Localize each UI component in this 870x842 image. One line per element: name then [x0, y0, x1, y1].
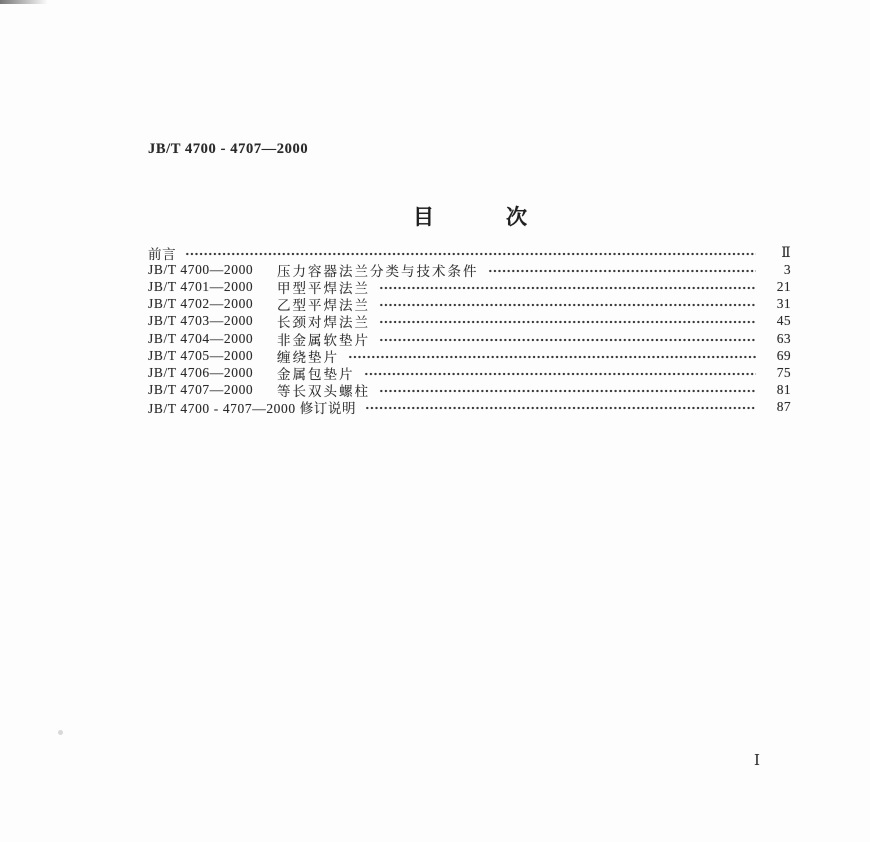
toc-entry-title: 非金属软垫片 [277, 332, 370, 348]
toc-entry-label: JB/T 4700 - 4707—2000 修订说明 [148, 401, 357, 417]
toc-entry-title: 缠绕垫片 [277, 349, 339, 365]
toc-entry-label: JB/T 4706—2000 [148, 364, 254, 380]
toc-entry-label: JB/T 4704—2000 [148, 330, 254, 346]
table-of-contents [148, 244, 791, 416]
toc-entry [148, 399, 791, 416]
toc-entry-title: 压力容器法兰分类与技术条件 [277, 263, 479, 279]
toc-entry-page: 31 [776, 296, 791, 312]
toc-entry-title: 甲型平焊法兰 [277, 280, 370, 296]
toc-entry [148, 313, 791, 330]
toc-entry-title: 长颈对焊法兰 [277, 315, 370, 331]
toc-entry-page: 69 [776, 347, 791, 363]
toc-entry-page: Ⅱ [781, 244, 791, 260]
scan-artifact-speck [58, 730, 63, 735]
toc-entry [148, 261, 791, 278]
toc-entry-label: JB/T 4701—2000 [148, 278, 254, 294]
toc-entry [148, 364, 791, 381]
title-char-ci: 次 [506, 205, 527, 229]
toc-entry-label: JB/T 4703—2000 [148, 313, 254, 329]
toc-entry-title: 乙型平焊法兰 [277, 298, 370, 314]
dot-leader [379, 383, 756, 397]
toc-entry-label: 前言 [148, 246, 177, 262]
toc-entry [148, 347, 791, 364]
toc-entry [148, 330, 791, 347]
toc-entry-page: 63 [776, 330, 791, 346]
dot-leader [379, 280, 756, 294]
toc-entry [148, 296, 791, 313]
toc-entry-label: JB/T 4700—2000 [148, 261, 254, 277]
dot-leader [379, 314, 756, 328]
toc-entry [148, 278, 791, 295]
toc-entry-page: 81 [776, 382, 791, 398]
dot-leader [379, 297, 756, 311]
dot-leader [488, 263, 757, 277]
dot-leader [364, 366, 757, 380]
dot-leader [185, 246, 756, 260]
title-char-mu: 目 [413, 205, 434, 229]
toc-entry-title: 等长双头螺柱 [277, 384, 370, 400]
page-title [0, 201, 870, 231]
toc-entry [148, 382, 791, 399]
toc-entry [148, 244, 791, 261]
dot-leader [365, 400, 756, 414]
toc-entry-page: 3 [783, 261, 791, 277]
dot-leader [348, 349, 756, 363]
standard-code-header: JB/T 4700 - 4707—2000 [148, 141, 309, 157]
toc-entry-label: JB/T 4707—2000 [148, 382, 254, 398]
toc-entry-page: 45 [776, 313, 791, 329]
dot-leader [379, 332, 756, 346]
toc-entry-title: 金属包垫片 [277, 366, 355, 382]
scan-artifact-top-left [0, 0, 48, 4]
toc-entry-page: 75 [776, 364, 791, 380]
page-number: Ⅰ [754, 753, 760, 769]
toc-entry-page: 87 [776, 399, 791, 415]
toc-entry-page: 21 [776, 278, 791, 294]
toc-entry-label: JB/T 4702—2000 [148, 296, 254, 312]
toc-entry-label: JB/T 4705—2000 [148, 347, 254, 363]
